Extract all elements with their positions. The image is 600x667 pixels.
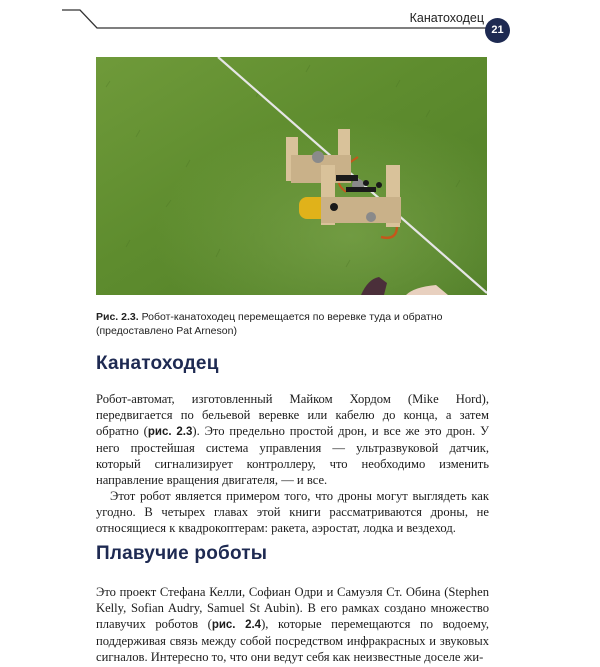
page-number-badge: 21 [485, 18, 510, 43]
section-body-floating-robots [96, 584, 489, 665]
paragraph-text: ), которые перемещаются по водоему, поддерживая связь между собой посредством инфракрасных и звуковых сигналов. Интересно то, что они ведут себя как неизвестные доселе жи- [96, 617, 489, 664]
running-title: Канатоходец [409, 11, 484, 25]
figure-photo [96, 57, 487, 295]
paragraph: Этот робот является примером того, что дроны могут выглядеть как угодно. В четырех главах этой книги рассматриваются дроны, не относящиеся к квадрокоптерам: ракета, аэростат, лодка и вездеход. [96, 489, 489, 535]
paragraph-text: Робот-автомат, изготовленный Майком Хордом (Mike Hord), передвигается по бельевой веревке или кабелю до конца, а затем обратно ( [96, 392, 489, 438]
paragraph [96, 584, 489, 665]
figure-label: Рис. 2.3. [96, 311, 139, 323]
header-rule [0, 0, 600, 40]
section-body-tightrope [96, 391, 489, 536]
figure-caption-text: Робот-канатоходец перемещается по веревке туда и обратно (предоставлено Pat Arneson) [96, 311, 443, 337]
figure-caption [96, 310, 491, 338]
figure-reference: рис. 2.3 [147, 426, 193, 438]
section-title-tightrope: Канатоходец [96, 353, 219, 374]
paragraph-text: ). Это предельно простой дрон, и все же это дрон. У него простейшая система управления — ультразвуковой датчик, который сигнализирует контроллеру, что необходимо изменить направление вращения двигателя, — и все. [96, 424, 489, 487]
paragraph [96, 391, 489, 488]
section-title-floating-robots: Плавучие роботы [96, 543, 268, 564]
figure-reference: рис. 2.4 [211, 619, 262, 631]
paragraph-text: Это проект Стефана Келли, Софиан Одри и Самуэля Ст. Обина (Stephen Kelly, Sofian Audry, Samuel St Aubin). В его рамках создано множество плавучих роботов ( [96, 585, 489, 631]
